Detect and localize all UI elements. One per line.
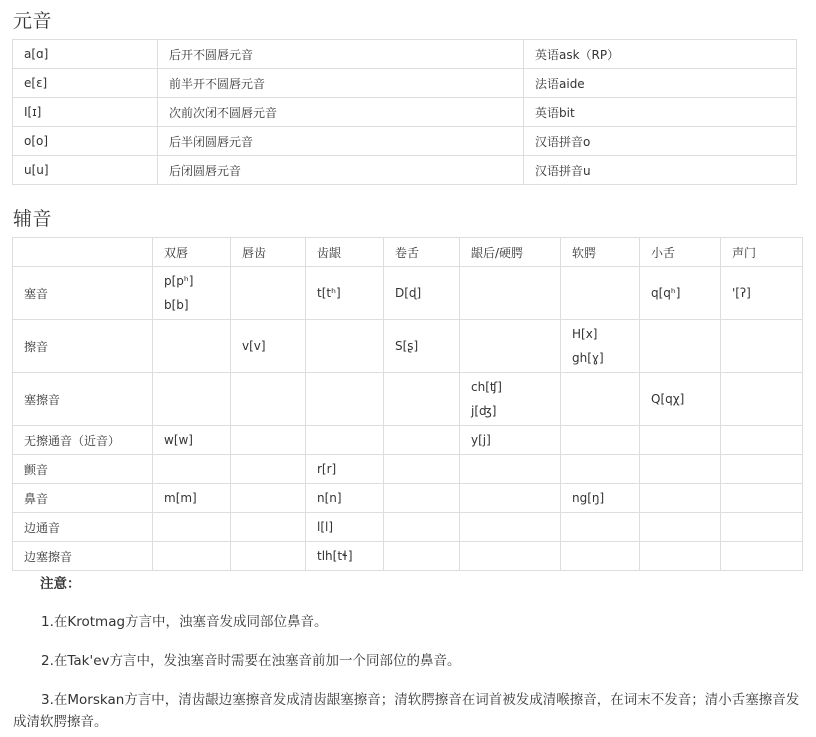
consonant-symbol: y[j] — [471, 433, 491, 447]
consonant-cell — [153, 542, 231, 571]
consonant-cell — [231, 373, 306, 426]
consonant-cell — [460, 542, 561, 571]
vowel-letter-cell: I[ɪ] — [13, 98, 158, 127]
consonant-cell — [561, 455, 640, 484]
notes-title: 注意： — [40, 576, 81, 592]
consonant-cell — [384, 542, 460, 571]
consonant-row — [13, 455, 803, 484]
consonant-cell — [231, 455, 306, 484]
consonant-cell — [153, 513, 231, 542]
consonant-symbol: '[ʔ] — [732, 286, 751, 300]
consonant-cell — [384, 484, 460, 513]
consonant-cell — [231, 267, 306, 320]
consonant-symbol: H[x] — [572, 327, 598, 341]
consonant-cell — [306, 513, 384, 542]
column-header: 小舌 — [640, 238, 721, 267]
consonant-row — [13, 542, 803, 571]
consonant-cell — [153, 484, 231, 513]
manner-label: 擦音 — [13, 320, 153, 373]
consonant-cell — [721, 455, 803, 484]
consonant-cell — [231, 426, 306, 455]
consonant-cell — [384, 455, 460, 484]
note-item-2: 2.在Tak'ev方言中，发浊塞音时需要在浊塞音前加一个同部位的鼻音。 — [41, 653, 461, 669]
column-header: 唇齿 — [231, 238, 306, 267]
vowel-description-cell: 后开不圆唇元音 — [158, 40, 524, 69]
consonant-cell — [640, 542, 721, 571]
consonant-cell — [306, 455, 384, 484]
column-header: 卷舌 — [384, 238, 460, 267]
consonant-symbol: Q[qχ] — [651, 392, 685, 406]
consonant-symbol: r[r] — [317, 462, 337, 476]
consonant-cell — [640, 267, 721, 320]
manner-label: 边通音 — [13, 513, 153, 542]
consonant-cell — [561, 513, 640, 542]
column-header — [13, 238, 153, 267]
vowel-example-cell: 英语ask（RP） — [524, 40, 797, 69]
consonant-cell — [460, 373, 561, 426]
consonant-cell — [561, 320, 640, 373]
consonant-row — [13, 426, 803, 455]
consonant-symbol: j[ʤ] — [471, 404, 497, 418]
consonant-cell — [640, 513, 721, 542]
manner-label: 颤音 — [13, 455, 153, 484]
consonant-cell — [561, 484, 640, 513]
consonant-cell — [231, 513, 306, 542]
consonant-cell — [721, 484, 803, 513]
vowel-example-cell: 英语bit — [524, 98, 797, 127]
consonant-cell — [460, 484, 561, 513]
consonant-symbol: p[pʰ] — [164, 274, 194, 288]
consonant-cell — [640, 320, 721, 373]
vowel-row — [13, 156, 797, 185]
consonant-symbol: S[ʂ] — [395, 339, 419, 353]
consonant-cell — [561, 426, 640, 455]
manner-label: 塞擦音 — [13, 373, 153, 426]
consonant-cell — [721, 267, 803, 320]
consonant-cell — [640, 373, 721, 426]
consonant-symbol: q[qʰ] — [651, 286, 681, 300]
consonant-cell — [561, 542, 640, 571]
consonant-cell — [384, 320, 460, 373]
consonant-cell — [721, 373, 803, 426]
column-header: 声门 — [721, 238, 803, 267]
note-item-1: 1.在Krotmag方言中，浊塞音发成同部位鼻音。 — [41, 614, 328, 630]
manner-label: 鼻音 — [13, 484, 153, 513]
vowel-description-cell: 后半闭圆唇元音 — [158, 127, 524, 156]
consonant-cell — [153, 373, 231, 426]
consonant-cell — [153, 320, 231, 373]
manner-label: 塞音 — [13, 267, 153, 320]
consonant-symbol: ch[ʧ] — [471, 380, 502, 394]
vowel-description-cell: 后闭圆唇元音 — [158, 156, 524, 185]
consonant-symbol: D[ɖ] — [395, 286, 422, 300]
consonant-cell — [306, 267, 384, 320]
consonant-symbol: ng[ŋ] — [572, 491, 605, 505]
consonant-cell — [384, 373, 460, 426]
vowel-table — [12, 39, 797, 185]
vowel-row — [13, 127, 797, 156]
vowels-heading: 元音 — [13, 10, 53, 32]
consonant-symbol: t[tʰ] — [317, 286, 341, 300]
consonant-table — [12, 237, 803, 571]
consonant-cell — [640, 426, 721, 455]
consonant-cell — [721, 320, 803, 373]
vowel-example-cell: 汉语拼音u — [524, 156, 797, 185]
consonant-cell — [384, 267, 460, 320]
consonant-cell — [721, 426, 803, 455]
consonant-symbol: v[v] — [242, 339, 266, 353]
vowel-letter-cell: u[u] — [13, 156, 158, 185]
consonant-cell — [306, 542, 384, 571]
consonant-cell — [306, 320, 384, 373]
consonant-cell — [561, 373, 640, 426]
consonant-symbol: n[n] — [317, 491, 342, 505]
column-header: 龈后/硬腭 — [460, 238, 561, 267]
consonant-cell — [153, 267, 231, 320]
consonant-row — [13, 320, 803, 373]
consonant-cell — [306, 426, 384, 455]
consonant-cell — [460, 455, 561, 484]
consonant-cell — [460, 513, 561, 542]
vowel-example-cell: 汉语拼音o — [524, 127, 797, 156]
consonant-cell — [306, 484, 384, 513]
column-header: 双唇 — [153, 238, 231, 267]
consonant-cell — [153, 455, 231, 484]
consonant-table-body — [13, 238, 803, 571]
consonant-symbol: l[l] — [317, 520, 334, 534]
vowel-table-body — [13, 40, 797, 185]
consonant-cell — [721, 513, 803, 542]
column-header: 软腭 — [561, 238, 640, 267]
consonants-heading: 辅音 — [13, 208, 53, 230]
manner-label: 边塞擦音 — [13, 542, 153, 571]
vowel-description-cell: 前半开不圆唇元音 — [158, 69, 524, 98]
consonant-symbol: m[m] — [164, 491, 197, 505]
consonant-cell — [460, 267, 561, 320]
vowel-row — [13, 69, 797, 98]
consonant-cell — [721, 542, 803, 571]
vowel-letter-cell: a[ɑ] — [13, 40, 158, 69]
vowel-letter-cell: e[ɛ] — [13, 69, 158, 98]
consonant-header-row — [13, 238, 803, 267]
consonant-row — [13, 484, 803, 513]
consonant-symbol: w[w] — [164, 433, 193, 447]
consonant-cell — [153, 426, 231, 455]
manner-label: 无擦通音（近音） — [13, 426, 153, 455]
consonant-cell — [640, 455, 721, 484]
consonant-cell — [460, 320, 561, 373]
consonant-cell — [640, 484, 721, 513]
vowel-example-cell: 法语aide — [524, 69, 797, 98]
column-header: 齿龈 — [306, 238, 384, 267]
consonant-cell — [384, 513, 460, 542]
consonant-row — [13, 373, 803, 426]
consonant-cell — [231, 484, 306, 513]
consonant-symbol: gh[ɣ] — [572, 351, 604, 365]
vowel-row — [13, 40, 797, 69]
consonant-cell — [561, 267, 640, 320]
consonant-cell — [231, 320, 306, 373]
consonant-symbol: b[b] — [164, 298, 189, 312]
consonant-row — [13, 513, 803, 542]
consonant-symbol: tlh[tɬ] — [317, 549, 353, 563]
vowel-letter-cell: o[o] — [13, 127, 158, 156]
vowel-description-cell: 次前次闭不圆唇元音 — [158, 98, 524, 127]
consonant-cell — [306, 373, 384, 426]
note-item-3: 3.在Morskan方言中，清齿龈边塞擦音发成清齿龈塞擦音；清软腭擦音在词首被发成清喉擦音，在词末不发音；清小舌塞擦音发成清软腭擦音。 — [13, 692, 800, 730]
consonant-row — [13, 267, 803, 320]
consonant-cell — [384, 426, 460, 455]
consonant-cell — [460, 426, 561, 455]
consonant-cell — [231, 542, 306, 571]
vowel-row — [13, 98, 797, 127]
